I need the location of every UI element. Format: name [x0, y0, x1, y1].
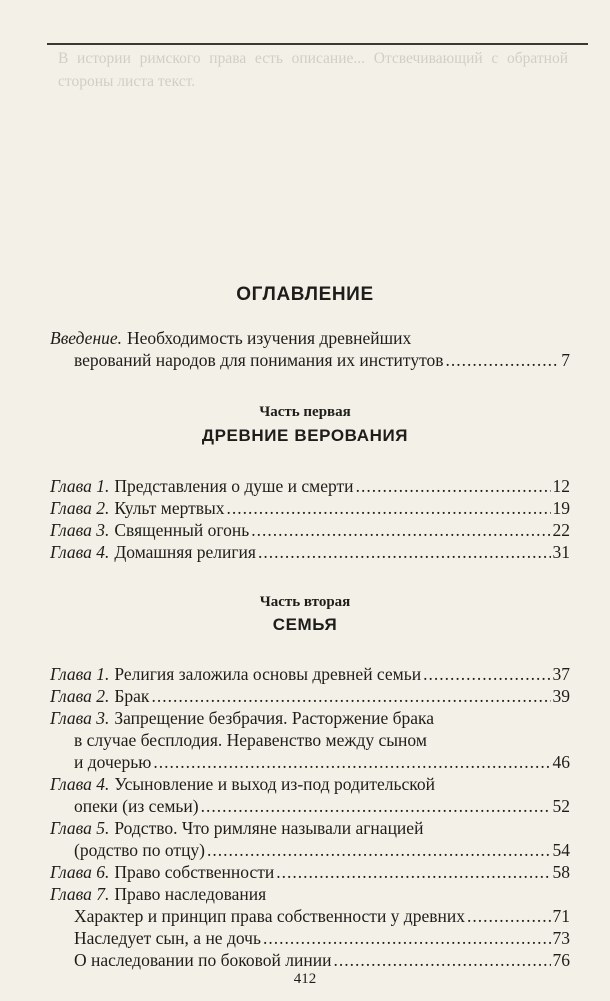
- toc-entry-intro: [50, 327, 570, 371]
- leader-dots: [423, 663, 550, 685]
- leader-dots: [201, 795, 551, 817]
- entry-page: 76: [552, 950, 570, 970]
- entry-label: Глава 1.: [50, 664, 110, 684]
- part-title: ДРЕВНИЕ ВЕРОВАНИЯ: [201, 426, 409, 445]
- toc-entry: [50, 541, 570, 563]
- entry-title: Право наследования: [114, 884, 267, 904]
- toc-entry: [50, 685, 570, 707]
- entry-title-cont: (родство по отцу): [74, 840, 206, 860]
- entry-title: Домашняя религия: [114, 542, 256, 562]
- leader-dots: [227, 497, 551, 519]
- toc-subentry: [50, 927, 570, 949]
- part-label: Часть вторая: [259, 594, 351, 610]
- leader-dots: [151, 685, 550, 707]
- entry-page: 22: [552, 520, 570, 540]
- entry-title: Представления о душе и смерти: [114, 476, 354, 496]
- toc-entry: [50, 861, 570, 883]
- entry-page: 58: [552, 862, 570, 882]
- entry-title: Священный огонь: [114, 520, 250, 540]
- entry-title: Родство. Что римляне называли агнацией: [114, 818, 424, 838]
- entry-title: Запрещение безбрачия. Расторжение брака: [114, 708, 435, 728]
- entry-page: 46: [552, 752, 570, 772]
- toc-entry: [50, 663, 570, 685]
- top-rule: [47, 43, 588, 45]
- toc-heading: ОГЛАВЛЕНИЕ: [236, 284, 374, 305]
- entry-label: Глава 1.: [50, 476, 110, 496]
- entry-page: 73: [552, 928, 570, 948]
- entry-label: Глава 7.: [50, 884, 110, 904]
- entry-title-cont: опеки (из семьи): [74, 796, 199, 816]
- bleed-through-text: В истории римского права есть описание... Отсвечивающий с обратной стороны листа текст.: [58, 50, 568, 90]
- entry-label: Глава 3.: [50, 520, 110, 540]
- entry-label: Глава 3.: [50, 708, 110, 728]
- entry-title: Необходимость изучения древнейших: [127, 328, 412, 348]
- entry-page: 52: [552, 796, 570, 816]
- subentry-title: Характер и принцип права собственности у древних: [74, 906, 465, 926]
- part-title: СЕМЬЯ: [272, 615, 338, 634]
- leader-dots: [263, 927, 551, 949]
- entry-title-cont: верований народов для понимания их институтов: [74, 350, 444, 370]
- toc-entry: [50, 519, 570, 541]
- entry-label: Введение.: [50, 328, 123, 348]
- leader-dots: [446, 349, 560, 371]
- leader-dots: [153, 751, 550, 773]
- entry-title: Брак: [114, 686, 150, 706]
- toc-entry: [50, 817, 570, 861]
- toc-entry: [50, 707, 570, 773]
- entry-page: 12: [552, 476, 570, 496]
- toc-entry: [50, 497, 570, 519]
- subentry-title: О наследовании по боковой линии: [74, 950, 332, 970]
- entry-title-cont: в случае бесплодия. Неравенство между сыном: [74, 730, 427, 750]
- entry-title: Культ мертвых: [114, 498, 225, 518]
- page-number: 412: [293, 971, 317, 987]
- leader-dots: [467, 905, 551, 927]
- leader-dots: [251, 519, 550, 541]
- toc-entry: [50, 883, 570, 905]
- entry-label: Глава 5.: [50, 818, 110, 838]
- leader-dots: [333, 949, 550, 971]
- toc-entry: [50, 773, 570, 817]
- entry-label: Глава 6.: [50, 862, 110, 882]
- entry-page: 39: [552, 686, 570, 706]
- leader-dots: [258, 541, 551, 563]
- entry-title: Усыновление и выход из-под родительской: [114, 774, 435, 794]
- toc-subentry: [50, 905, 570, 927]
- leader-dots: [276, 861, 550, 883]
- entry-label: Глава 4.: [50, 542, 110, 562]
- entry-label: Глава 2.: [50, 498, 110, 518]
- leader-dots: [356, 475, 551, 497]
- subentry-title: Наследует сын, а не дочь: [74, 928, 261, 948]
- toc-subentry: [50, 949, 570, 971]
- entry-page: 7: [561, 350, 570, 370]
- toc-entry: [50, 475, 570, 497]
- entry-title: Религия заложила основы древней семьи: [114, 664, 422, 684]
- part-label: Часть первая: [259, 404, 351, 420]
- entry-page: 37: [552, 664, 570, 684]
- entry-page: 31: [552, 542, 570, 562]
- entry-page: 71: [552, 906, 570, 926]
- leader-dots: [207, 839, 550, 861]
- entry-label: Глава 4.: [50, 774, 110, 794]
- entry-page: 19: [552, 498, 570, 518]
- entry-title-cont: и дочерью: [74, 752, 152, 772]
- entry-title: Право собственности: [114, 862, 275, 882]
- entry-page: 54: [552, 840, 570, 860]
- entry-label: Глава 2.: [50, 686, 110, 706]
